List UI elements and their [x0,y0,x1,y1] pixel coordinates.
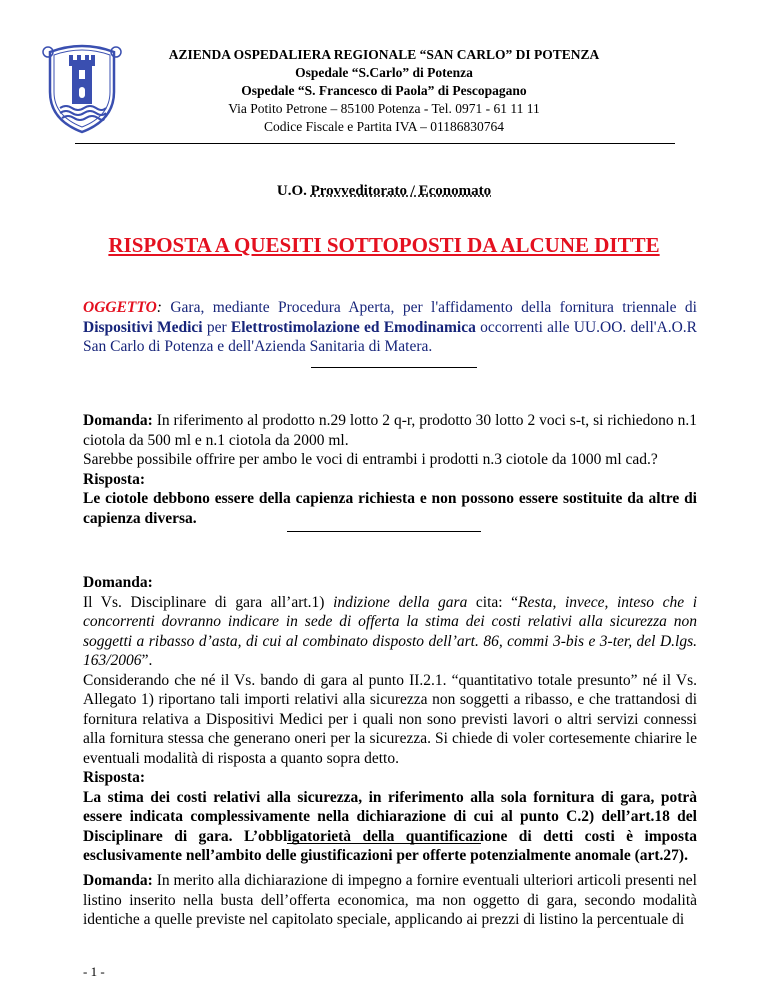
department-heading [0,183,768,200]
q2-text-a: Il Vs. Disciplinare di gara all’art.1) [83,593,334,611]
header-org: AZIENDA OSPEDALIERA REGIONALE “SAN CARLO” DI POTENZA [168,47,600,62]
q2-risposta: La stima dei costi relativi alla sicurezza, in riferimento alla sola fornitura di gara, potrà essere indicata complessivamente nella dichiarazione di cui al punto C.2) dell’art.18 del Disciplinare di gara. L’obbligatorietà della quantificazione di detti costi è imposta esclusivamente nell’ambito delle giustificazioni per offerte potenzialmente anomale (art.27). [83,788,697,864]
document-title: RISPOSTA A QUESITI SOTTOPOSTI DA ALCUNE DITTE [108,233,660,257]
q2-quote: Resta, invece, inteso che i concorrenti dovranno indicare in sede di offerta la stima dei costi relativi alla sicurezza non soggetti a ribasso d’asta, di cui al combinato disposto dell’art. 86, commi 3-bis e 3-ter, del D.lgs. 163/2006 [83,593,698,669]
q1-domanda-label: Domanda: [83,412,153,429]
subject-text-2: per [202,318,231,336]
section-divider [311,367,477,368]
q3-domanda-label: Domanda: [83,872,153,889]
q2-text-e: ”. [141,652,153,669]
question-3 [83,871,697,930]
q3-domanda: In merito alla dichiarazione di impegno a fornire eventuali ulteriori articoli presenti nel listino inserito nella busta dell’offerta economica, ma non oggetto di gara, secondo modalità identiche a quelle previste nel capitolato speciale, applicando ai prezzi di listino la percentuale di [83,872,697,928]
subject-bold-1: Dispositivi Medici [83,318,203,336]
question-1 [83,411,697,528]
subject-colon: : [156,299,162,316]
q2-paragraph-2: Considerando che né il Vs. bando di gara al punto II.2.1. “quantitativo totale presunto” né il Vs. Allegato 1) riportano tali importi relativi alla sicurezza non soggetti a ribasso, e che trattandosi di fornitura relativa a Dispositivi Medici per i quali non sono previsti lavori o altri servizi connessi alla fornitura stessa che generano oneri per la sicurezza. Si chiede di voler cortesemente chiarire le eventuali modalità di risposta a quanto sopra detto. [83,671,697,767]
q1-domanda-2: Sarebbe possibile offrire per ambo le voci di entrambi i prodotti n.3 ciotole da 1000 ml cad.? [83,451,658,468]
subject-bold-2: Elettrostimolazione ed Emodinamica [230,318,476,336]
question-2 [83,573,697,866]
department-name: Provveditorato / Economato [310,183,492,199]
q1-domanda: In riferimento al prodotto n.29 lotto 2 q-r, prodotto 30 lotto 2 voci s-t, si richiedono n.1 ciotola da 500 ml e n.1 ciotola da 2000 ml. [83,412,697,449]
header-divider [75,143,675,144]
q2-text-b: indizione della gara [333,593,468,611]
q2-risposta-label: Risposta: [83,769,146,786]
header-hospital-2: Ospedale “S. Francesco di Paola” di Pescopagano [241,83,527,98]
subject-text-1: Gara, mediante Procedura Aperta, per l'affidamento della fornitura triennale di [161,299,697,316]
subject-label: OGGETTO [83,299,157,316]
header-tax-id: Codice Fiscale e Partita IVA – 01186830764 [264,119,504,134]
subject-paragraph [83,298,697,357]
header-address: Via Potito Petrone – 85100 Potenza - Tel. 0971 - 61 11 11 [228,101,540,116]
page-number: - 1 - [83,964,105,979]
section-divider [287,843,481,844]
q1-risposta-label: Risposta: [83,470,146,488]
subject-text-3: occorrenti alle UU.OO. dell'A.O.R San Carlo di Potenza e dell'Azienda Sanitaria di Matera. [83,318,698,355]
department-prefix: U.O. [276,183,307,199]
q2-text-c: cita: “ [467,593,519,611]
header-hospital-1: Ospedale “S.Carlo” di Potenza [295,65,473,80]
q2-domanda-label: Domanda: [83,574,153,591]
q1-risposta: Le ciotole debbono essere della capienza richiesta e non possono essere sostituite da altre di capienza diversa. [83,490,697,527]
section-divider [287,531,481,532]
